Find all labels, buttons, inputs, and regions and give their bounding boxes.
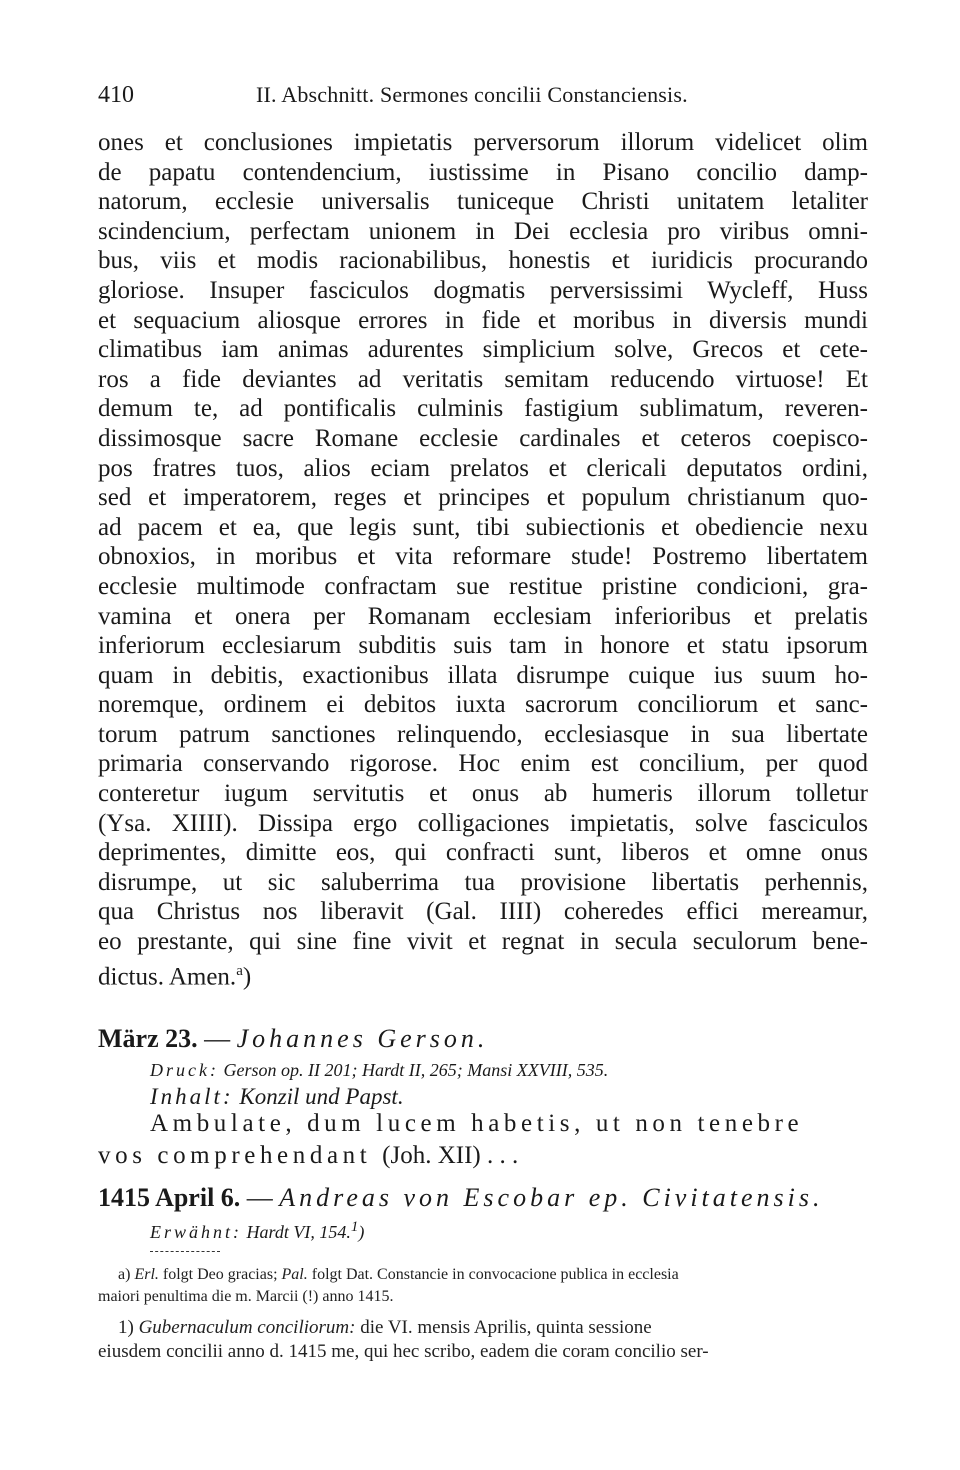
text-line: gloriose. Insuper fasciculos dogmatis perversissimi Wycleff, Huss — [98, 276, 868, 304]
text-line: inferiorum ecclesiarum subditis suis tam in honore et statu ipsorum — [98, 632, 868, 660]
text-line: noremque, ordinem ei debitos iuxta sacrorum conciliorum et sanc- — [98, 691, 868, 719]
text-line: deprimentes, dimitte eos, qui confracti sunt, liberos et omne onus — [98, 839, 868, 867]
text-line: torum patrum sanctiones relinquendo, ecclesiasque in sua libertate — [98, 720, 868, 748]
druck-label: Druck: — [150, 1060, 219, 1080]
quote-reference: (Joh. XII) . . . — [382, 1142, 519, 1169]
entry-dash: — — [204, 1024, 231, 1053]
note-mark: 1 — [350, 1219, 359, 1235]
entry-author: Johannes Gerson. — [236, 1024, 489, 1053]
footnote-separator — [150, 1251, 220, 1252]
footnote-a-line-1: a) Erl. folgt Deo gracias; Pal. folgt Dat. Constancie in convocacione publica in ecclesia — [118, 1266, 679, 1283]
text-line: ad pacem et ea, que legis sunt, tibi subiectionis et obediencie nexu — [98, 513, 868, 541]
entry-heading-gerson — [98, 1024, 868, 1054]
sermon-quote-line-2 — [98, 1142, 868, 1170]
inhalt-text: Konzil und Papst. — [239, 1084, 404, 1109]
running-title: II. Abschnitt. Sermones concilii Constanciensis. — [256, 82, 688, 107]
text-line: scindencium, perfectam unionem in Dei ecclesia pro viribus omni- — [98, 217, 868, 245]
erwaehnt-label: Erwähnt: — [150, 1222, 243, 1242]
text-line: sed et imperatorem, reges et principes et populum christianum quo- — [98, 484, 868, 512]
text-line: de papatu contendencium, iustissime in Pisano concilio damp- — [98, 158, 868, 186]
main-text-block — [98, 128, 868, 990]
text-line: primaria conservando rigorose. Hoc enim est concilium, per quod — [98, 750, 868, 778]
text-line: conteretur iugum servitutis et onus ab humeris illorum tolletur — [98, 780, 868, 808]
erwaehnt-line: Erwähnt: Hardt VI, 154.$^1$) — [150, 1219, 365, 1242]
quote-text-2: vos comprehendant — [98, 1142, 372, 1169]
entry-date: März 23. — [98, 1024, 198, 1053]
footnote-a-line-2: maiori penultima die m. Marcii (!) anno 1415. — [98, 1288, 394, 1305]
text-line: qua Christus nos liberavit (Gal. IIII) coheredes effici mereamur, — [98, 898, 868, 926]
text-line: dissimosque sacre Romane ecclesie cardinales et ceteros coepisco- — [98, 424, 868, 452]
text-line: ecclesie multimode confractam sue restitue pristine condicioni, gra- — [98, 572, 868, 600]
text-line: bus, viis et modis racionabilibus, honestis et iuridicis procurando — [98, 247, 868, 275]
text-line: ros a fide deviantes ad veritatis semitam reducendo virtuose! Et — [98, 365, 868, 393]
page-number: 410 — [98, 82, 134, 108]
closing-line: dictus. Amen.$^a$) — [98, 962, 252, 990]
entry-author: Andreas von Escobar ep. Civitatensis. — [279, 1183, 824, 1212]
footnote-1-line-2: eiusdem concilii anno d. 1415 me, qui hec scribo, eadem die coram concilio ser- — [98, 1341, 709, 1362]
text-line: quam in debitis, exactionibus illata disrumpe cuique ius suum ho- — [98, 661, 868, 689]
text-line: pos fratres tuos, alios eciam prelatos et clericali deputatos ordini, — [98, 454, 868, 482]
druck-text: Gerson op. II 201; Hardt II, 265; Mansi XXVIII, 535. — [223, 1060, 609, 1080]
text-line: climatibus iam animas adurentes simplicium solve, Grecos et cete- — [98, 336, 868, 364]
note-mark: a — [236, 962, 243, 979]
text-line: natorum, ecclesie universalis tuniceque Christi unitatem letaliter — [98, 188, 868, 216]
text-line: demum te, ad pontificalis culminis fastigium sublimatum, reveren- — [98, 395, 868, 423]
erwaehnt-text: Hardt VI, 154. — [246, 1222, 351, 1242]
page-header — [98, 82, 864, 116]
text-line: vamina et onera per Romanam ecclesiam inferioribus et prelatis — [98, 602, 868, 630]
entry-heading-escobar — [98, 1183, 868, 1213]
inhalt-line — [150, 1084, 920, 1110]
text-line: disrumpe, ut sic saluberrima tua provisione libertatis perhennis, — [98, 868, 868, 896]
text-line: ones et conclusiones impietatis perversorum illorum videlicet olim — [98, 129, 868, 156]
sermon-quote-line-1 — [150, 1110, 868, 1138]
inhalt-label: Inhalt: — [150, 1084, 234, 1109]
text-line: (Ysa. XIIII). Dissipa ergo colligaciones impietatis, solve fasciculos — [98, 809, 868, 837]
text-line: obnoxios, in moribus et vita reformare stude! Postremo libertatem — [98, 543, 868, 571]
footnote-mark: a) — [118, 1266, 131, 1283]
text-line: et sequacium aliosque errores in fide et moribus in diversis mundi — [98, 306, 868, 334]
entry-dash: — — [246, 1183, 273, 1212]
footnote-mark: 1) — [118, 1317, 134, 1338]
entry-date: 1415 April 6. — [98, 1183, 241, 1212]
quote-text-1: Ambulate, dum lucem habetis, ut non tenebre — [150, 1110, 804, 1137]
druck-line — [150, 1060, 920, 1081]
footnote-1-line-1: 1) Gubernaculum conciliorum: die VI. mensis Aprilis, quinta sessione — [118, 1317, 652, 1338]
text-line: eo prestante, qui sine fine vivit et regnat in secula seculorum bene- — [98, 928, 868, 956]
